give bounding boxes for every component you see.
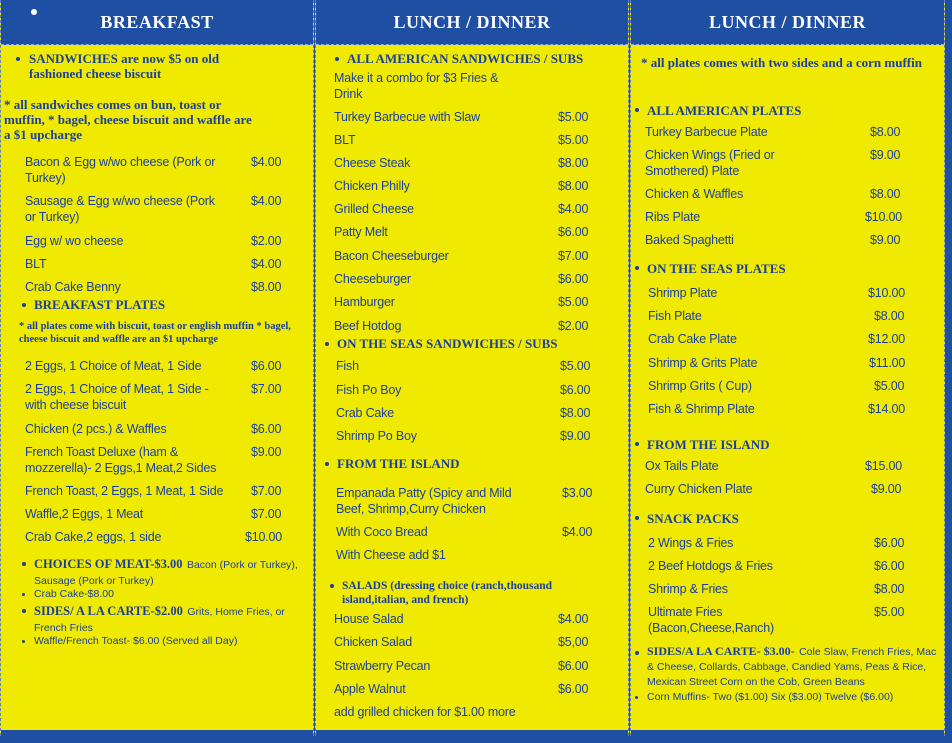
american-plate-name: Turkey Barbecue Plate — [645, 125, 768, 139]
breakfast-header: BREAKFAST — [1, 0, 313, 45]
breakfast-sides-title: SIDES/ A LA CARTE-$2.00 — [34, 604, 183, 618]
sandwich-price: $6.00 — [558, 272, 589, 286]
island-plate-price: $9.00 — [871, 482, 902, 496]
breakfast-item-name: Crab Cake Benny — [25, 280, 121, 294]
american-plate-price: $8.00 — [870, 187, 901, 201]
bullet-icon — [330, 584, 334, 588]
island-item-price: $3.00 — [562, 486, 593, 500]
sandwich-price: $2.00 — [558, 319, 589, 333]
sandwich-price: $4.00 — [558, 202, 589, 216]
breakfast-plates-note: * all plates come with biscuit, toast or english muffin * bagel, cheese biscuit and waffle are an $1 upcharge — [19, 321, 291, 345]
seas-plate-name: Fish Plate — [648, 309, 702, 323]
sandwich-price: $5.00 — [558, 133, 589, 147]
corn-muffins-note: Corn Muffins- Two ($1.00) Six ($3.00) Twelve ($6.00) — [647, 691, 894, 703]
bullet-icon — [22, 640, 25, 643]
meat-choices-detail: Bacon (Pork or Turkey), Sausage (Pork or Turkey) — [34, 559, 298, 587]
panel-footer-bar — [631, 730, 944, 736]
sandwich-name: Turkey Barbecue with Slaw — [334, 110, 480, 124]
breakfast-item-name: Egg w/ wo cheese — [25, 234, 124, 248]
plate-name: Chicken (2 pcs.) & Waffles — [25, 422, 167, 436]
snack-name: 2 Wings & Fries — [648, 536, 734, 550]
corner-dot — [31, 9, 37, 15]
american-plate-name: Baked Spaghetti — [645, 233, 734, 247]
breakfast-sides-detail: Grits, Home Fries, or French Fries — [34, 606, 285, 634]
seas-sandwich-name: Fish Po Boy — [336, 383, 402, 397]
bullet-icon — [22, 593, 25, 596]
seas-plate-price: $10.00 — [868, 286, 906, 300]
american-plate-name: Chicken & Waffles — [645, 187, 744, 201]
sandwich-name: Hamburger — [334, 295, 395, 309]
seas-plate-name: Shrimp & Grits Plate — [648, 356, 758, 370]
sandwich-name: Grilled Cheese — [334, 202, 414, 216]
bullet-icon — [16, 57, 20, 61]
american-plate-price: $9.00 — [870, 148, 901, 162]
sandwich-price: $8.00 — [558, 179, 589, 193]
crab-cake-side: Crab Cake-$8.00 — [34, 588, 114, 600]
breakfast-item-name: Sausage & Egg w/wo cheese (Pork or Turkey) — [25, 194, 215, 224]
salad-name: House Salad — [334, 612, 404, 626]
seas-plate-name: Shrimp Grits ( Cup) — [648, 379, 752, 393]
island-item-name: Empanada Patty (Spicy and Mild Beef, Shrimp,Curry Chicken — [336, 486, 512, 516]
sandwich-name: Cheese Steak — [334, 156, 411, 170]
breakfast-plates-title: BREAKFAST PLATES — [34, 297, 166, 312]
breakfast-item-name: BLT — [25, 257, 47, 271]
seas-plate-price: $8.00 — [874, 309, 905, 323]
sandwich-name: Patty Melt — [334, 225, 388, 239]
sandwich-name: BLT — [334, 133, 356, 147]
snack-price: $5.00 — [874, 605, 905, 619]
lunch-dinner-panel-2 — [630, 0, 945, 736]
with-cheese-note: With Cheese add $1 — [336, 548, 446, 562]
american-plate-name: Chicken Wings (Fried or Smothered) Plate — [645, 148, 775, 178]
salad-name: Apple Walnut — [334, 682, 406, 696]
bullet-icon — [635, 651, 639, 655]
bullet-icon — [22, 609, 26, 613]
breakfast-item-price: $2.00 — [251, 234, 282, 248]
seas-sandwich-name: Crab Cake — [336, 406, 394, 420]
combo-note: Make it a combo for $3 Fries & Drink — [334, 71, 499, 101]
snack-packs-title: SNACK PACKS — [647, 511, 739, 526]
breakfast-item-price: $8.00 — [251, 280, 282, 294]
salad-price: $6.00 — [558, 682, 589, 696]
plate-name: French Toast, 2 Eggs, 1 Meat, 1 Side — [25, 484, 224, 498]
island-title-1: FROM THE ISLAND — [337, 456, 460, 471]
bullet-icon — [635, 108, 639, 112]
seas-sandwich-price: $6.00 — [560, 383, 591, 397]
snack-name: Shrimp & Fries — [648, 582, 728, 596]
island-title-2: FROM THE ISLAND — [647, 437, 770, 452]
seas-plate-price: $12.00 — [868, 332, 906, 346]
seas-sandwich-price: $5.00 — [560, 359, 591, 373]
plate-name: French Toast Deluxe (ham & mozzerella)- 2 Eggs,1 Meat,2 Sides — [25, 445, 217, 475]
panel-footer-bar — [1, 730, 313, 736]
american-sandwiches-title: ALL AMERICAN SANDWICHES / SUBS — [347, 51, 584, 66]
snack-price: $8.00 — [874, 582, 905, 596]
plate-name: Crab Cake,2 eggs, 1 side — [25, 530, 162, 544]
sandwich-price-note: SANDWICHES are now $5 on old fashioned cheese biscuit — [29, 51, 220, 81]
seas-sandwich-name: Fish — [336, 359, 359, 373]
sandwich-name: Beef Hotdog — [334, 319, 402, 333]
american-plates-title: ALL AMERICAN PLATES — [647, 103, 802, 118]
island-item-price: $4.00 — [562, 525, 593, 539]
sandwich-price: $5.00 — [558, 295, 589, 309]
american-plate-price: $10.00 — [865, 210, 903, 224]
plate-price: $10.00 — [245, 530, 283, 544]
american-plate-price: $8.00 — [870, 125, 901, 139]
seas-plate-name: Fish & Shrimp Plate — [648, 402, 755, 416]
meat-choices-title: CHOICES OF MEAT-$3.00 — [34, 557, 183, 571]
sandwich-name: Bacon Cheeseburger — [334, 249, 449, 263]
snack-name: 2 Beef Hotdogs & Fries — [648, 559, 773, 573]
breakfast-item-price: $4.00 — [251, 194, 282, 208]
island-plate-name: Curry Chicken Plate — [645, 482, 753, 496]
salad-name: Strawberry Pecan — [334, 659, 431, 673]
lunch-header-1: LUNCH / DINNER — [316, 0, 628, 45]
plate-price: $7.00 — [251, 382, 282, 396]
american-plate-name: Ribs Plate — [645, 210, 700, 224]
seas-sandwiches-title: ON THE SEAS SANDWICHES / SUBS — [337, 336, 558, 351]
seas-plate-name: Crab Cake Plate — [648, 332, 737, 346]
breakfast-item-price: $4.00 — [251, 155, 282, 169]
sandwich-price: $5.00 — [558, 110, 589, 124]
plate-price: $7.00 — [251, 484, 282, 498]
bullet-icon — [635, 442, 639, 446]
sides-title: SIDES/A LA CARTE- $3.00- — [647, 644, 795, 658]
breakfast-panel — [0, 0, 314, 736]
seas-sandwich-price: $9.00 — [560, 429, 591, 443]
seas-sandwich-name: Shrimp Po Boy — [336, 429, 417, 443]
american-plate-price: $9.00 — [870, 233, 901, 247]
panel-footer-bar — [316, 730, 628, 736]
bullet-icon — [335, 57, 339, 61]
waffle-toast-note: Waffle/French Toast- $6.00 (Served all Day) — [34, 635, 238, 647]
salads-title: SALADS (dressing choice (ranch,thousand island,italian, and french) — [342, 580, 553, 606]
meat-choices — [34, 556, 299, 588]
sandwich-price: $6.00 — [558, 225, 589, 239]
salad-price: $4.00 — [558, 612, 589, 626]
plate-price: $6.00 — [251, 359, 282, 373]
bullet-icon — [635, 266, 639, 270]
plate-price: $9.00 — [251, 445, 282, 459]
snack-price: $6.00 — [874, 559, 905, 573]
salad-price: $6.00 — [558, 659, 589, 673]
island-plate-name: Ox Tails Plate — [645, 459, 719, 473]
island-plate-price: $15.00 — [865, 459, 903, 473]
sandwich-name: Chicken Philly — [334, 179, 410, 193]
seas-plates-title: ON THE SEAS PLATES — [647, 261, 786, 276]
salad-name: Chicken Salad — [334, 635, 413, 649]
salad-price: $5,00 — [558, 635, 589, 649]
sandwich-bread-note: * all sandwiches comes on bun, toast or muffin, * bagel, cheese biscuit and waffle are a $1 upcharge — [4, 97, 252, 142]
plate-name: 2 Eggs, 1 Choice of Meat, 1 Side — [25, 359, 202, 373]
bullet-icon — [635, 696, 638, 699]
grilled-chicken-note: add grilled chicken for $1.00 more — [334, 705, 516, 719]
bullet-icon — [635, 516, 639, 520]
plate-price: $6.00 — [251, 422, 282, 436]
bullet-icon — [325, 462, 329, 466]
sides-detail: Cole Slaw, French Fries, Mac & Cheese, Collards, Cabbage, Candied Yams, Peas & Rice, Mexican Street Corn on the Cob, Green Beans — [647, 646, 937, 688]
plate-name: Waffle,2 Eggs, 1 Meat — [25, 507, 144, 521]
breakfast-sides — [34, 603, 304, 635]
breakfast-item-name: Bacon & Egg w/wo cheese (Pork or Turkey) — [25, 155, 216, 185]
lunch-dinner-panel-1 — [315, 0, 629, 736]
snack-price: $6.00 — [874, 536, 905, 550]
breakfast-item-price: $4.00 — [251, 257, 282, 271]
bullet-icon — [22, 303, 26, 307]
seas-plate-price: $5.00 — [874, 379, 905, 393]
bullet-icon — [22, 562, 26, 566]
sandwich-name: Cheeseburger — [334, 272, 411, 286]
sandwich-price: $7.00 — [558, 249, 589, 263]
snack-name: Ultimate Fries (Bacon,Cheese,Ranch) — [648, 605, 774, 635]
seas-sandwich-price: $8.00 — [560, 406, 591, 420]
lunch-header-2: LUNCH / DINNER — [631, 0, 944, 45]
seas-plate-price: $11.00 — [869, 356, 906, 370]
seas-plate-price: $14.00 — [868, 402, 906, 416]
sides-a-la-carte — [647, 644, 939, 689]
plate-price: $7.00 — [251, 507, 282, 521]
island-item-name: With Coco Bread — [336, 525, 428, 539]
plate-name: 2 Eggs, 1 Choice of Meat, 1 Side - with cheese biscuit — [25, 382, 209, 412]
bullet-icon — [325, 342, 329, 346]
sandwich-price: $8.00 — [558, 156, 589, 170]
seas-plate-name: Shrimp Plate — [648, 286, 718, 300]
plates-sides-note: * all plates comes with two sides and a corn muffin — [641, 55, 922, 70]
